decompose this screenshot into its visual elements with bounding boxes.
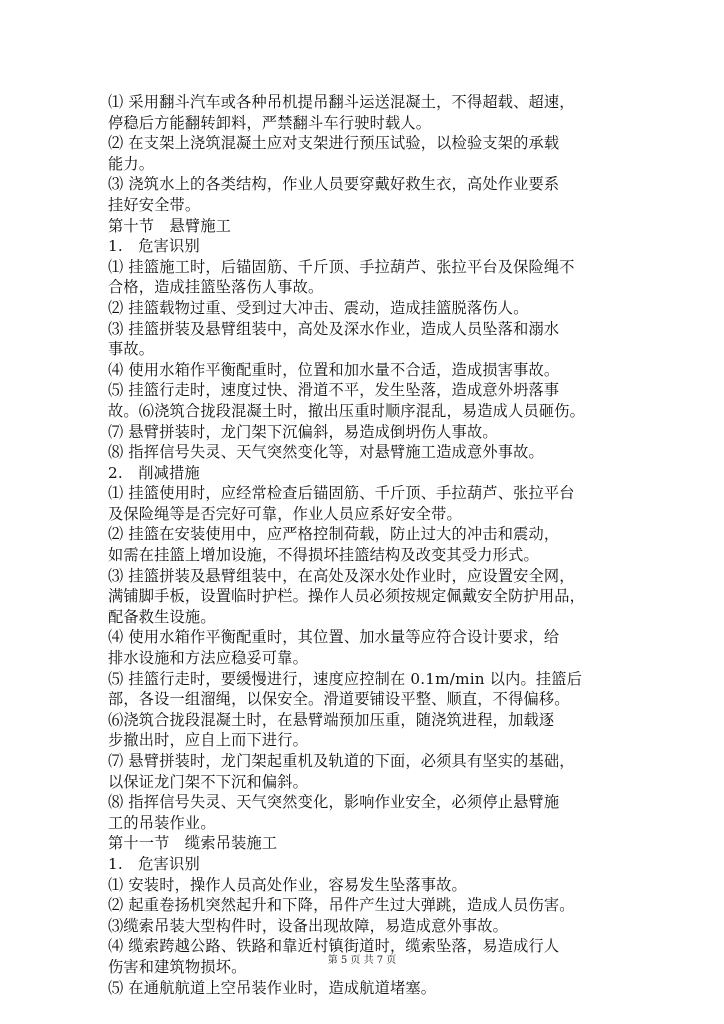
text-line: ⑴ 采用翻斗汽车或各种吊机提吊翻斗运送混凝土，不得超载、超速， [108, 93, 575, 111]
text-line: ⑸ 挂篮行走时，要缓慢进行，速度应控制在 0.1m/min 以内。挂篮后 [108, 669, 583, 688]
document-body [108, 92, 622, 998]
text-line: ⑴ 挂篮施工时，后锚固筋、千斤顶、手拉葫芦、张拉平台及保险绳不 [108, 257, 575, 276]
subsection-heading: 1. 危害识别 [108, 237, 200, 256]
text-line: 以保证龙门架不下沉和偏斜。 [108, 772, 309, 791]
text-line: 伤害和建筑物损坏。 [108, 957, 247, 976]
text-line: 满铺脚手板，设置临时护栏。操作人员必须按规定佩戴安全防护用品， [108, 587, 586, 606]
text-line: ⑵ 起重卷扬机突然起升和下降，吊件产生过大弹跳，造成人员伤害。 [108, 896, 575, 915]
text-line: 配备救生设施。 [108, 607, 216, 626]
text-line: ⑸ 挂篮行走时，速度过快、滑道不平，发生坠落，造成意外坍落事 [108, 381, 560, 400]
text-line: ⑻ 指挥信号失灵、天气突然变化等，对悬臂施工造成意外事故。 [108, 443, 544, 462]
text-line: 能力。 [108, 154, 155, 173]
text-line: ⑷ 使用水箱作平衡配重时，其位置、加水量等应符合设计要求，给 [108, 628, 560, 647]
text-line: 排水设施和方法应稳妥可靠。 [108, 649, 309, 668]
text-line: ⑺ 悬臂拼装时，龙门架起重机及轨道的下面，必须具有坚实的基础， [108, 752, 575, 770]
text-line: ⑺ 悬臂拼装时，龙门架下沉偏斜，易造成倒坍伤人事故。 [108, 422, 498, 441]
text-line: ⑶ 挂篮拼装及悬臂组装中，在高处及深水处作业时，应设置安全网， [108, 566, 575, 585]
text-line: ⑹浇筑合拢段混凝土时，在悬臂端预加压重，随浇筑进程，加载逐 [108, 710, 555, 729]
text-line: 部，各设一组溜绳，以保安全。滑道要铺设平整、顺直，不得偏移。 [108, 690, 570, 709]
text-line: ⑸ 在通航航道上空吊装作业时，造成航道堵塞。 [108, 978, 437, 997]
section-heading: 第十节 悬臂施工 [108, 216, 232, 235]
text-line: ⑵ 在支架上浇筑混凝土应对支架进行预压试验，以检验支架的承载 [108, 134, 560, 153]
section-heading: 第十一节 缆索吊装施工 [108, 834, 278, 853]
text-line: ⑶ 挂篮拼装及悬臂组装中，高处及深水作业，造成人员坠落和溺水 [108, 319, 560, 338]
text-line: ⑵ 挂篮在安装使用中，应严格控制荷载，防止过大的冲击和震动， [108, 525, 560, 544]
text-line: ⑶缆索吊装大型构件时，设备出现故障，易造成意外事故。 [108, 916, 509, 935]
text-line: ⑴ 安装时，操作人员高处作业，容易发生坠落事故。 [108, 875, 467, 894]
text-line: ⑷ 使用水箱作平衡配重时，位置和加水量不合适，造成损害事故。 [108, 360, 560, 379]
text-line: 挂好安全带。 [108, 195, 201, 214]
text-line: ⑷ 缆索跨越公路、铁路和靠近村镇街道时，缆索坠落，易造成行人 [108, 937, 560, 956]
text-line: 合格，造成挂篮坠落伤人事故。 [108, 278, 324, 297]
text-line: 停稳后方能翻转卸料，严禁翻斗车行驶时载人。 [108, 113, 432, 132]
text-line: 事故。 [108, 340, 155, 359]
text-line: 及保险绳等是否完好可靠，作业人员应系好安全带。 [108, 504, 462, 523]
text-line: ⑴ 挂篮使用时，应经常检查后锚固筋、千斤顶、手拉葫芦、张拉平台 [108, 484, 575, 503]
page-footer: 第 5 页 共 7 页 [327, 955, 397, 966]
text-line: ⑵ 挂篮载物过重、受到过大冲击、震动，造成挂篮脱落伤人。 [108, 298, 529, 317]
text-line: 故。⑹浇筑合拢段混凝土时，撤出压重时顺序混乱，易造成人员砸伤。 [108, 401, 586, 420]
text-line: ⑶ 浇筑水上的各类结构，作业人员要穿戴好救生衣，高处作业要系 [108, 175, 560, 194]
text-line: ⑻ 指挥信号失灵、天气突然变化，影响作业安全，必须停止悬臂施 [108, 793, 560, 812]
text-line: 步撤出时，应自上而下进行。 [108, 731, 309, 750]
subsection-heading: 2. 削减措施 [108, 463, 200, 482]
text-line: 如需在挂篮上增加设施，不得损坏挂篮结构及改变其受力形式。 [108, 546, 539, 565]
subsection-heading: 1. 危害识别 [108, 854, 200, 873]
text-line: 工的吊装作业。 [108, 813, 216, 832]
